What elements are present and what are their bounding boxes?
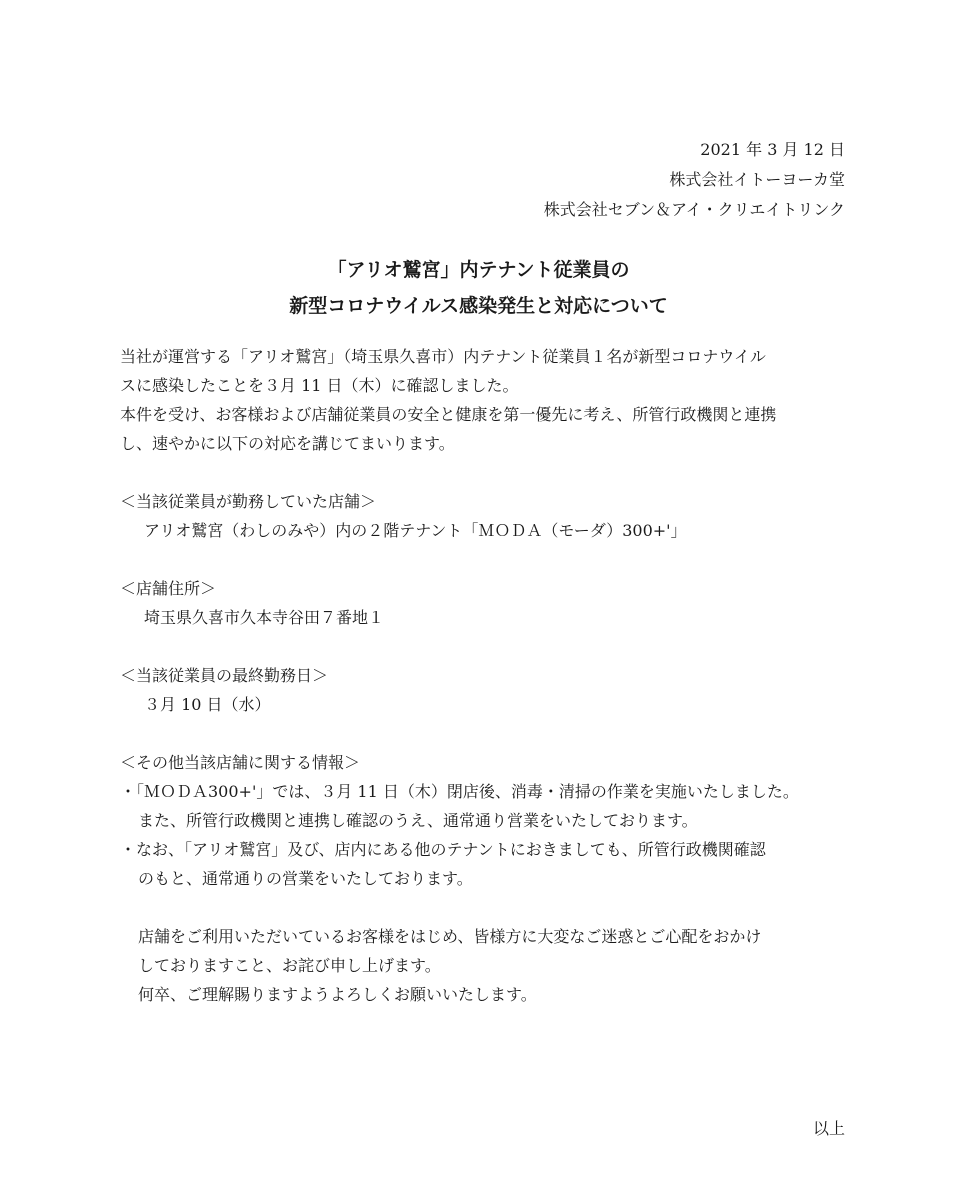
company-name-2: 株式会社セブン＆アイ・クリエイトリンク [543, 200, 845, 219]
bullet-1-line-2: また、所管行政機関と連携し確認のうえ、通常通り営業をいたしております。 [138, 811, 698, 830]
last-day-value: ３月 10 日（水） [144, 695, 271, 714]
spacer [120, 632, 855, 661]
release-date: 2021 年 3 月 12 日 [700, 140, 845, 159]
apology-line-2: しておりますこと、お詫び申し上げます。 [138, 956, 441, 975]
intro-line-2: スに感染したことを３月 11 日（木）に確認しました。 [120, 376, 519, 395]
store-value: アリオ鷲宮（わしのみや）内の２階テナント「ＭＯＤＡ（モーダ）300+'」 [144, 521, 687, 540]
other-info-heading: ＜その他当該店舗に関する情報＞ [120, 753, 361, 772]
apology-line-1: 店舗をご利用いただいているお客様をはじめ、皆様方に大変なご迷惑とご心配をおかけ [138, 927, 762, 946]
bullet-1-line-1: ・「ＭＯＤＡ300+'」では、３月 11 日（木）閉店後、消毒・清掃の作業を実施いたしました。 [120, 782, 799, 801]
header-block [544, 135, 845, 225]
company-name-1: 株式会社イトーヨーカ堂 [669, 170, 845, 189]
intro-line-3: 本件を受け、お客様および店舗従業員の安全と健康を第一優先に考え、所管行政機関と連携 [120, 405, 777, 424]
spacer [120, 719, 855, 748]
store-heading: ＜当該従業員が勤務していた店舗＞ [120, 492, 377, 511]
document-title [0, 252, 957, 324]
address-heading: ＜店舗住所＞ [120, 579, 217, 598]
spacer [120, 893, 855, 922]
closing-mark: 以上 [812, 1119, 845, 1138]
last-day-heading: ＜当該従業員の最終勤務日＞ [120, 666, 329, 685]
title-line-2: 新型コロナウイルス感染発生と対応について [289, 295, 668, 317]
spacer [120, 545, 855, 574]
bullet-2-line-2: のもと、通常通りの営業をいたしております。 [138, 869, 473, 888]
apology-line-3: 何卒、ご理解賜りますようよろしくお願いいたします。 [138, 985, 537, 1004]
intro-line-1: 当社が運営する「アリオ鷲宮」（埼玉県久喜市）内テナント従業員１名が新型コロナウイル [120, 347, 766, 366]
address-value: 埼玉県久喜市久本寺谷田７番地１ [144, 608, 385, 627]
title-line-1: 「アリオ鷲宮」内テナント従業員の [327, 259, 630, 281]
bullet-2-line-1: ・なお、「アリオ鷲宮」及び、店内にある他のテナントにおきましても、所管行政機関確認 [120, 840, 766, 859]
spacer [120, 458, 855, 487]
document-body [120, 342, 855, 1009]
intro-line-4: し、速やかに以下の対応を講じてまいります。 [120, 434, 455, 453]
